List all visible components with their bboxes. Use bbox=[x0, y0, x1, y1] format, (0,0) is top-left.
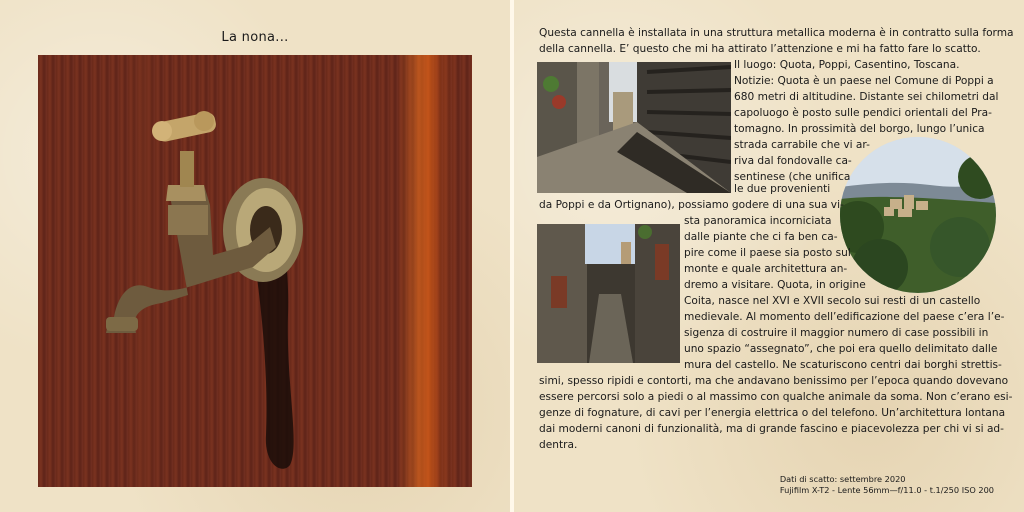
body-text-line: capoluogo è posto sulle pendici orientali del Pra- bbox=[734, 107, 992, 119]
body-text-line: dentra. bbox=[539, 439, 578, 451]
street-photo-alley-illustration bbox=[537, 224, 680, 363]
street-photo-alley bbox=[537, 224, 680, 363]
faucet-photo bbox=[38, 55, 472, 487]
footer-date-line: Dati di scatto: settembre 2020 bbox=[779, 474, 906, 484]
body-text-line: sentinese (che unifica bbox=[734, 171, 851, 183]
body-text-line: dremo a visitare. Quota, in origine bbox=[684, 279, 866, 291]
body-text-line: strada carrabile che vi ar- bbox=[734, 139, 870, 151]
footer-camera-line: Fujifilm X-T2 - Lente 56mm—f/11.0 - t.1/250 ISO 200 bbox=[779, 485, 994, 495]
body-text-line: dalle piante che ci fa ben ca- bbox=[684, 231, 838, 243]
body-text-line: Notizie: Quota è un paese nel Comune di Poppi a bbox=[734, 75, 994, 87]
body-text-line: genze di fognature, di cavi per l’energia elettrica o del telefono. Un’architettura lontana bbox=[539, 407, 1006, 419]
body-text-line: 680 metri di altitudine. Distante sei chilometri dal bbox=[734, 91, 999, 103]
body-text-line: Questa cannella è installata in una struttura metallica moderna è in contratto sulla forma bbox=[539, 27, 1014, 39]
body-text-line: tomagno. In prossimità del borgo, lungo l’unica bbox=[734, 123, 985, 135]
body-text-line: simi, spesso ripidi e contorti, ma che andavano benissimo per l’epoca quando dovevano bbox=[539, 375, 1009, 387]
street-photo-bench bbox=[537, 62, 731, 193]
panorama-circle-illustration bbox=[840, 137, 996, 293]
body-text-line: pire come il paese sia posto sul bbox=[684, 247, 851, 259]
brass-faucet-illustration bbox=[38, 55, 472, 487]
panorama-circle-photo bbox=[840, 137, 996, 293]
body-text-line: Coita, nasce nel XVI e XVII secolo sui resti di un castello bbox=[684, 295, 981, 307]
body-text-line: dai moderni canoni di funzionalità, ma di grande fascino e piacevolezza per chi vi si ad- bbox=[539, 423, 1004, 435]
body-text-line: essere percorsi solo a piedi o al massimo con qualche animale da soma. Non c’erano esi- bbox=[539, 391, 1013, 403]
body-text-line: sigenza di costruire il maggior numero di case possibili in bbox=[684, 327, 989, 339]
body-text-line: mura del castello. Ne scaturiscono centri dai borghi strettis- bbox=[684, 359, 1002, 371]
body-text-line: sta panoramica incorniciata bbox=[684, 215, 832, 227]
street-photo-bench-illustration bbox=[537, 62, 731, 193]
photo-info-footer bbox=[780, 474, 994, 496]
body-text-line: della cannella. E’ questo che mi ha attirato l’attenzione e mi ha fatto fare lo scatto. bbox=[539, 43, 981, 55]
body-text-line: riva dal fondovalle ca- bbox=[734, 155, 852, 167]
body-text-line: uno spazio “assegnato”, che poi era quello delimitato dalle bbox=[684, 343, 998, 355]
body-text-line: da Poppi e da Ortignano), possiamo godere di una sua vi- bbox=[539, 199, 844, 211]
body-text-line: le due provenienti bbox=[734, 183, 831, 195]
left-page bbox=[0, 0, 510, 512]
body-text-line: Il luogo: Quota, Poppi, Casentino, Toscana. bbox=[734, 59, 960, 71]
page-title: La nona... bbox=[221, 30, 289, 45]
body-text-line: medievale. Al momento dell’edificazione del paese c’era l’e- bbox=[684, 311, 1005, 323]
body-text-line: monte e quale architettura an- bbox=[684, 263, 848, 275]
